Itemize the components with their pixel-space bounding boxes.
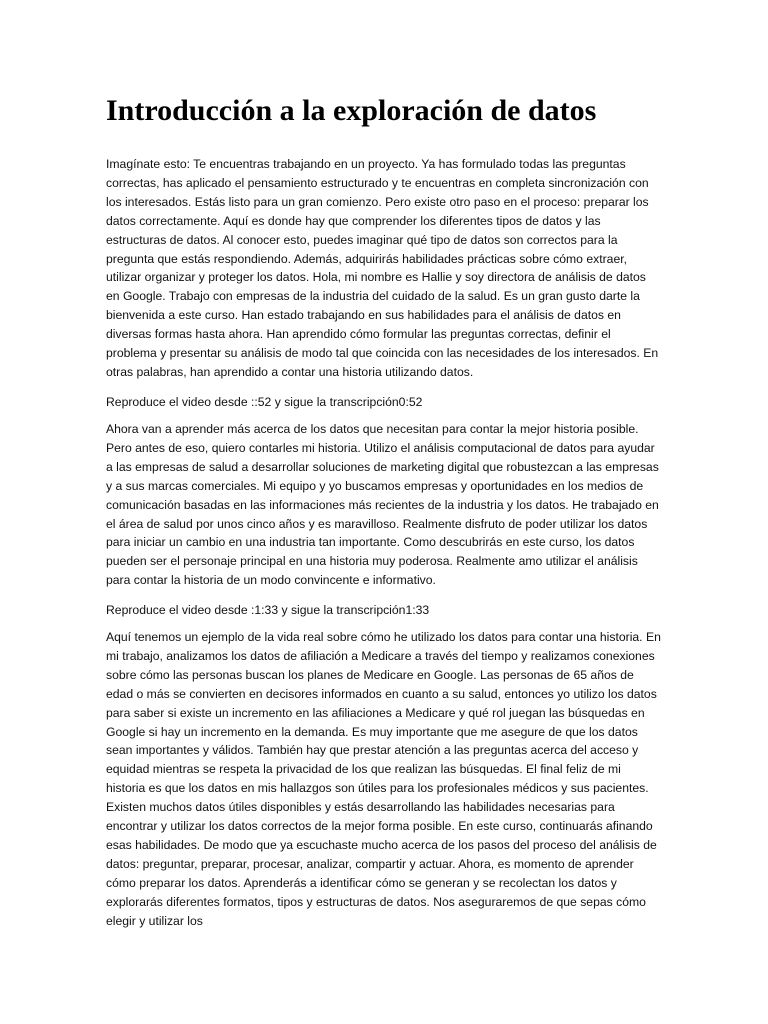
video-link-2: Reproduce el video desde :1:33 y sigue la transcripción1:33: [106, 603, 430, 617]
paragraph-2: Ahora van a aprender más acerca de los datos que necesitan para contar la mejor historia posible. Pero antes de eso, quiero contarles mi historia. Utilizo el análisis computacional de datos para ayudar a las empresas de salud a desarrollar soluciones de marketing digital que robustezcan a las empresas y a sus marcas comerciales. Mi equipo y yo buscamos empresas y oportunidades en los medios de comunicación basadas en las informaciones más recientes de la industria y los datos. He trabajado en el área de salud por unos cinco años y es maravilloso. Realmente disfruto de poder utilizar los datos para iniciar un cambio en una industria tan importante. Como descubrirás en este curso, los datos pueden ser el personaje principal en una historia muy poderosa. Realmente amo utilizar el análisis para contar la historia de un modo convincente e informativo.: [106, 422, 659, 588]
video-link-1: Reproduce el video desde ::52 y sigue la transcripción0:52: [106, 395, 423, 409]
paragraph-3: Aquí tenemos un ejemplo de la vida real sobre cómo he utilizado los datos para contar una historia. En mi trabajo, analizamos los datos de afiliación a Medicare a través del tiempo y realizamos conexiones sobre cómo las personas buscan los planes de Medicare en Google. Las personas de 65 años de edad o más se convierten en decisores informados en cuanto a su salud, entonces yo utilizo los datos para saber si existe un incremento en las afiliaciones a Medicare y qué rol juegan las búsquedas en Google si hay un incremento en la demanda. Es muy importante que me asegure de que los datos sean importantes y válidos. También hay que prestar atención a las preguntas acerca del acceso y equidad mientras se respeta la privacidad de los que realizan las búsquedas. El final feliz de mi historia es que los datos en mis hallazgos son útiles para los profesionales médicos y sus pacientes. Existen muchos datos útiles disponibles y estás desarrollando las habilidades necesarias para encontrar y utilizar los datos correctos de la mejor forma posible. En este curso, continuarás afinando esas habilidades. De modo que ya escuchaste mucho acerca de los pasos del proceso del análisis de datos: preguntar, preparar, procesar, analizar, compartir y actuar. Ahora, es momento de aprender cómo preparar los datos. Aprenderás a identificar cómo se generan y se recolectan los datos y explorarás diferentes formatos, tipos y estructuras de datos. Nos aseguraremos de que sepas cómo elegir y utilizar los: [106, 630, 661, 928]
document-title: Introducción a la exploración de datos: [106, 94, 597, 127]
paragraph-1: Imagínate esto: Te encuentras trabajando en un proyecto. Ya has formulado todas las preguntas correctas, has aplicado el pensamiento estructurado y te encuentras en completa sincronización con los interesados. Estás listo para un gran comienzo. Pero existe otro paso en el proceso: preparar los datos correctamente. Aquí es donde hay que comprender los diferentes tipos de datos y las estructuras de datos. Al conocer esto, puedes imaginar qué tipo de datos son correctos para la pregunta que estás respondiendo. Además, adquirirás habilidades prácticas sobre cómo extraer, utilizar organizar y proteger los datos. Hola, mi nombre es Hallie y soy directora de análisis de datos en Google. Trabajo con empresas de la industria del cuidado de la salud. Es un gran gusto darte la bienvenida a este curso. Han estado trabajando en sus habilidades para el análisis de datos en diversas formas hasta ahora. Han aprendido cómo formular las preguntas correctas, definir el problema y presentar su análisis de modo tal que coincida con las necesidades de los interesados. En otras palabras, han aprendido a contar una historia utilizando datos.: [106, 157, 659, 379]
